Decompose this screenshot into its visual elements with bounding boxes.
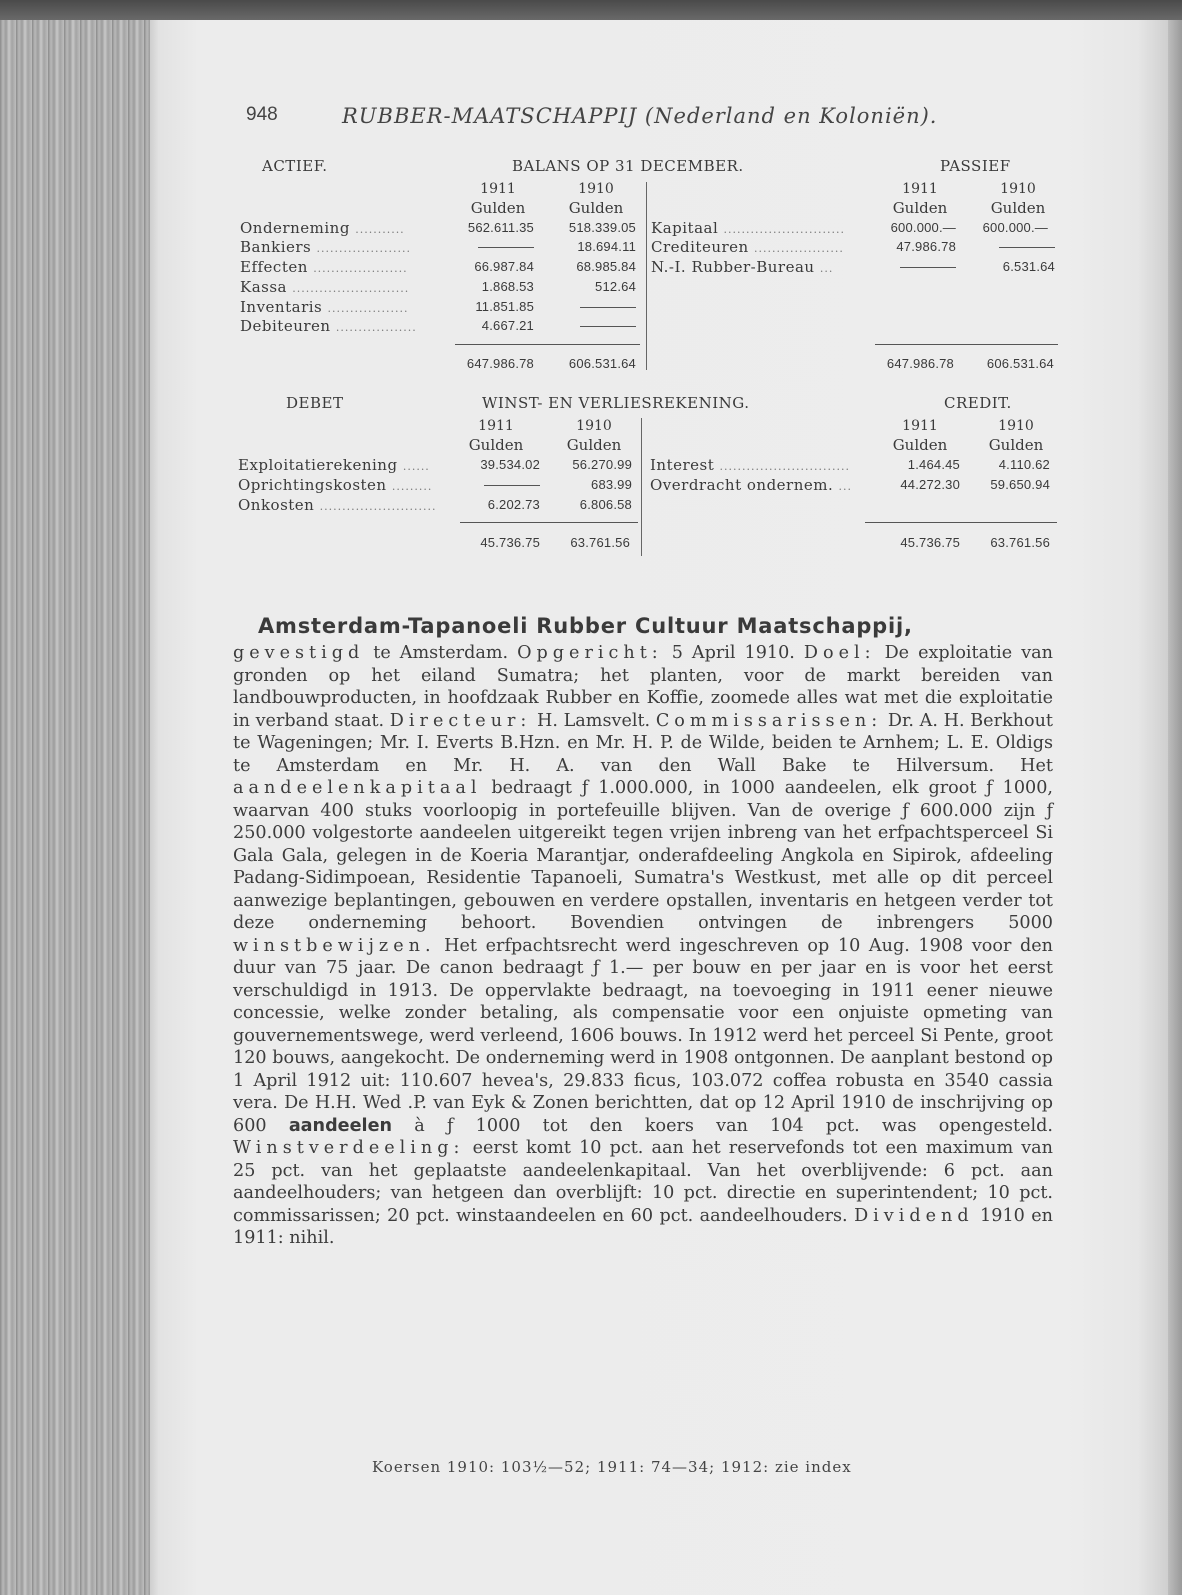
debet-total-1911: 45.736.75 bbox=[480, 535, 540, 550]
debet-year-1911: 1911 bbox=[478, 418, 514, 434]
book-page-stack bbox=[0, 20, 158, 1595]
profit-loss-center-divider bbox=[641, 418, 642, 556]
actief-row-1910 bbox=[556, 299, 636, 314]
credit-total-1910: 63.761.56 bbox=[990, 535, 1050, 550]
debet-total-1910: 63.761.56 bbox=[570, 535, 630, 550]
debet-row-1911: 39.534.02 bbox=[480, 457, 540, 472]
text: 1910 en 1911: nihil. bbox=[233, 1205, 1053, 1248]
text: Het erfpachtsrecht werd ingeschreven op 10 Aug. 1908 voor den duur van 75 jaar. De canon bedraagt ƒ 1.— per bouw en per jaar en is voor het eerst verschuldigd in 1913. De oppervlakte bedraagt, na toevoeging in 1911 eener nieuwe concessie, welke zonder betaling, als compensatie voor een onjuiste opmeting van gouvernementswege, werd verleend, 1606 bouws. In 1912 werd het perceel Si Pente, groot 120 bouws, aangekocht. De onderneming werd in 1908 ontgonnen. De aanplant bestond op 1 April 1912 uit: 110.607 hevea's, 29.833 ficus, 103.072 coffea robusta en 3540 cassia vera. De H.H. Wed .P. van Eyk & Zonen berichtten, dat op 12 April 1910 de inschrijving op 600 bbox=[233, 935, 1053, 1136]
running-head-title: RUBBER-MAATSCHAPPIJ (Nederland en Koloniën). bbox=[342, 104, 938, 128]
actief-row-1910 bbox=[556, 318, 636, 333]
balance-center-divider bbox=[646, 182, 647, 370]
credit-year-1910: 1910 bbox=[998, 418, 1034, 434]
passief-row-1911: 47.986.78 bbox=[896, 239, 956, 254]
actief-row-1911: 562.611.35 bbox=[467, 220, 534, 235]
scan-top-shadow bbox=[0, 0, 1182, 22]
actief-row-1910: 512.64 bbox=[595, 279, 636, 294]
credit-row-1911: 1.464.45 bbox=[907, 457, 960, 472]
actief-row-1911: 4.667.21 bbox=[481, 318, 534, 333]
actief-row-label: Bankiers ..................... bbox=[240, 238, 411, 256]
share-prices-line: Koersen 1910: 103½—52; 1911: 74—34; 1912: zie index bbox=[372, 1458, 852, 1476]
passief-total-1910: 606.531.64 bbox=[986, 356, 1054, 371]
actief-row-1910: 68.985.84 bbox=[576, 259, 636, 274]
passief-row-1911 bbox=[876, 259, 956, 274]
text: bedraagt ƒ 1.000.000, in 1000 aandeelen, elk groot ƒ 1000, waarvan 400 stuks voorloopig in portefeuille blijven. Van de overige ƒ 600.000 zijn ƒ 250.000 volgestorte aandeelen uitgereikt tegen vrijen inbreng van het erfpachtsperceel Si Gala Gala, gelegen in de Koeria Marantjar, onderafdeeling Angkola en Sipirok, afdeeling Padang-Sidimpoean, Residentie Tapanoeli, Sumatra's Westkust, met alle op dit perceel aanwezige beplantingen, gebouwen en verdere opstallen, inventaris en hetgeen verder tot deze onderneming behoort. Bovendien ontvingen de inbrengers 5000 bbox=[233, 778, 1053, 933]
passief-row-1910 bbox=[975, 239, 1055, 254]
actief-row-label: Debiteuren .................. bbox=[240, 317, 417, 335]
text: te Amsterdam. bbox=[364, 643, 518, 663]
debet-row-1910: 683.99 bbox=[591, 477, 632, 492]
debet-row-label: Onkosten .......................... bbox=[238, 496, 437, 514]
emphasis-aandeelen: aandeelen bbox=[288, 1115, 393, 1136]
field-label-gevestigd: gevestigd bbox=[233, 643, 365, 663]
passief-row-1910: 600.000.— bbox=[982, 220, 1048, 235]
debet-row-1910: 6.806.58 bbox=[579, 497, 632, 512]
credit-row-1911: 44.272.30 bbox=[900, 477, 960, 492]
credit-unit-1911: Gulden bbox=[892, 436, 948, 454]
actief-row-1911 bbox=[454, 239, 534, 254]
passief-row-1910: 6.531.64 bbox=[1002, 259, 1055, 274]
balance-title: BALANS OP 31 DECEMBER. bbox=[512, 157, 744, 175]
credit-unit-1910: Gulden bbox=[988, 436, 1044, 454]
actief-row-label: Kassa .......................... bbox=[240, 278, 410, 296]
debet-year-1910: 1910 bbox=[576, 418, 612, 434]
field-label-doel: Doel: bbox=[803, 643, 876, 663]
actief-total-rule bbox=[455, 344, 640, 345]
actief-row-label: Effecten ..................... bbox=[240, 258, 408, 276]
company-name: Amsterdam-Tapanoeli Rubber Cultuur Maatschappij, bbox=[258, 614, 913, 638]
debet-unit-1910: Gulden bbox=[566, 436, 622, 454]
actief-row-1910: 18.694.11 bbox=[577, 239, 636, 254]
actief-row-1911: 11.851.85 bbox=[475, 299, 534, 314]
actief-unit-1911: Gulden bbox=[470, 199, 526, 217]
text: à ƒ 1000 tot den koers van 104 pct. was opengesteld. bbox=[392, 1115, 1053, 1136]
credit-row-1910: 4.110.62 bbox=[998, 457, 1050, 472]
credit-row-label: Overdracht ondernem. ... bbox=[650, 476, 853, 494]
credit-total-rule bbox=[865, 522, 1057, 523]
passief-row-label: Crediteuren .................... bbox=[651, 238, 844, 256]
credit-year-1911: 1911 bbox=[902, 418, 938, 434]
passief-total-rule bbox=[875, 344, 1058, 345]
debet-row-1910: 56.270.99 bbox=[572, 457, 632, 472]
page-right-edge bbox=[1168, 20, 1182, 1595]
debet-row-label: Oprichtingskosten ......... bbox=[238, 476, 433, 494]
text: 5 April 1910. bbox=[662, 643, 804, 663]
debet-total-rule bbox=[460, 522, 638, 523]
passief-row-1911: 600.000.— bbox=[890, 220, 956, 235]
passief-unit-1911: Gulden bbox=[892, 199, 948, 217]
actief-total-1911: 647.986.78 bbox=[466, 356, 534, 371]
text: Dr. A. H. Berkhout te Wageningen; Mr. I. Everts B.Hzn. en Mr. H. P. de Wilde, beiden te Arnhem; L. E. Oldigs te Amsterdam en Mr. H. A. van den Wall Bake te Hilversum. Het bbox=[233, 710, 1053, 776]
field-label-opgericht: Opgericht: bbox=[517, 643, 663, 663]
passief-year-1911: 1911 bbox=[902, 181, 938, 197]
page-number: 948 bbox=[246, 104, 278, 125]
debet-heading: DEBET bbox=[286, 394, 344, 412]
passief-heading: PASSIEF bbox=[940, 157, 1011, 175]
actief-row-1910: 518.339.05 bbox=[568, 220, 636, 235]
text: De exploitatie van gronden op het eiland Sumatra; het planten, voor de markt bereiden van landbouwproducten, in hoofdzaak Rubber en Koffie, zoomede alles wat met die exploitatie in verband staat. bbox=[233, 643, 1053, 731]
profit-loss-title: WINST- EN VERLIESREKENING. bbox=[482, 394, 750, 412]
debet-row-1911: 6.202.73 bbox=[487, 497, 540, 512]
credit-heading: CREDIT. bbox=[944, 394, 1012, 412]
actief-row-1911: 1.868.53 bbox=[481, 279, 534, 294]
passief-row-label: Kapitaal ........................... bbox=[651, 219, 845, 237]
actief-year-1910: 1910 bbox=[578, 181, 614, 197]
actief-unit-1910: Gulden bbox=[568, 199, 624, 217]
debet-row-label: Exploitatierekening ...... bbox=[238, 456, 430, 474]
actief-row-label: Inventaris .................. bbox=[240, 298, 409, 316]
passief-total-1911: 647.986.78 bbox=[886, 356, 954, 371]
field-label-directeur: Directeur: bbox=[389, 710, 532, 731]
credit-total-1911: 45.736.75 bbox=[900, 535, 960, 550]
actief-heading: ACTIEF. bbox=[262, 157, 328, 175]
debet-row-1911 bbox=[460, 477, 540, 492]
credit-row-1910: 59.650.94 bbox=[990, 477, 1050, 492]
field-label-winstverdeeling: Winstverdeeling: bbox=[233, 1138, 465, 1158]
field-label-dividend: Dividend bbox=[854, 1205, 974, 1226]
text: eerst komt 10 pct. aan het reservefonds tot een maximum van 25 pct. van het geplaatste aandeelenkapitaal. Van het overblijvende: 6 pct. aan aandeelhouders; van hetgeen dan overblijft: 10 pct. directie en superintendent; 10 pct. commissarissen; 20 pct. winstaandeelen en 60 pct. aandeelhouders. bbox=[233, 1138, 1053, 1226]
field-label-commissarissen: Commissarissen: bbox=[655, 710, 883, 731]
company-description bbox=[233, 642, 1053, 1250]
passief-row-label: N.-I. Rubber-Bureau ... bbox=[651, 258, 834, 276]
field-label-winstbewijzen: winstbewijzen. bbox=[233, 935, 436, 956]
actief-total-1910: 606.531.64 bbox=[568, 356, 636, 371]
field-label-aandeelenkapitaal: aandeelenkapitaal bbox=[233, 778, 482, 798]
passief-unit-1910: Gulden bbox=[990, 199, 1046, 217]
actief-year-1911: 1911 bbox=[480, 181, 516, 197]
actief-row-label: Onderneming ........... bbox=[240, 219, 405, 237]
debet-unit-1911: Gulden bbox=[468, 436, 524, 454]
text: H. Lamsvelt. bbox=[531, 710, 656, 731]
passief-year-1910: 1910 bbox=[1000, 181, 1036, 197]
credit-row-label: Interest ............................. bbox=[650, 456, 850, 474]
actief-row-1911: 66.987.84 bbox=[474, 259, 534, 274]
